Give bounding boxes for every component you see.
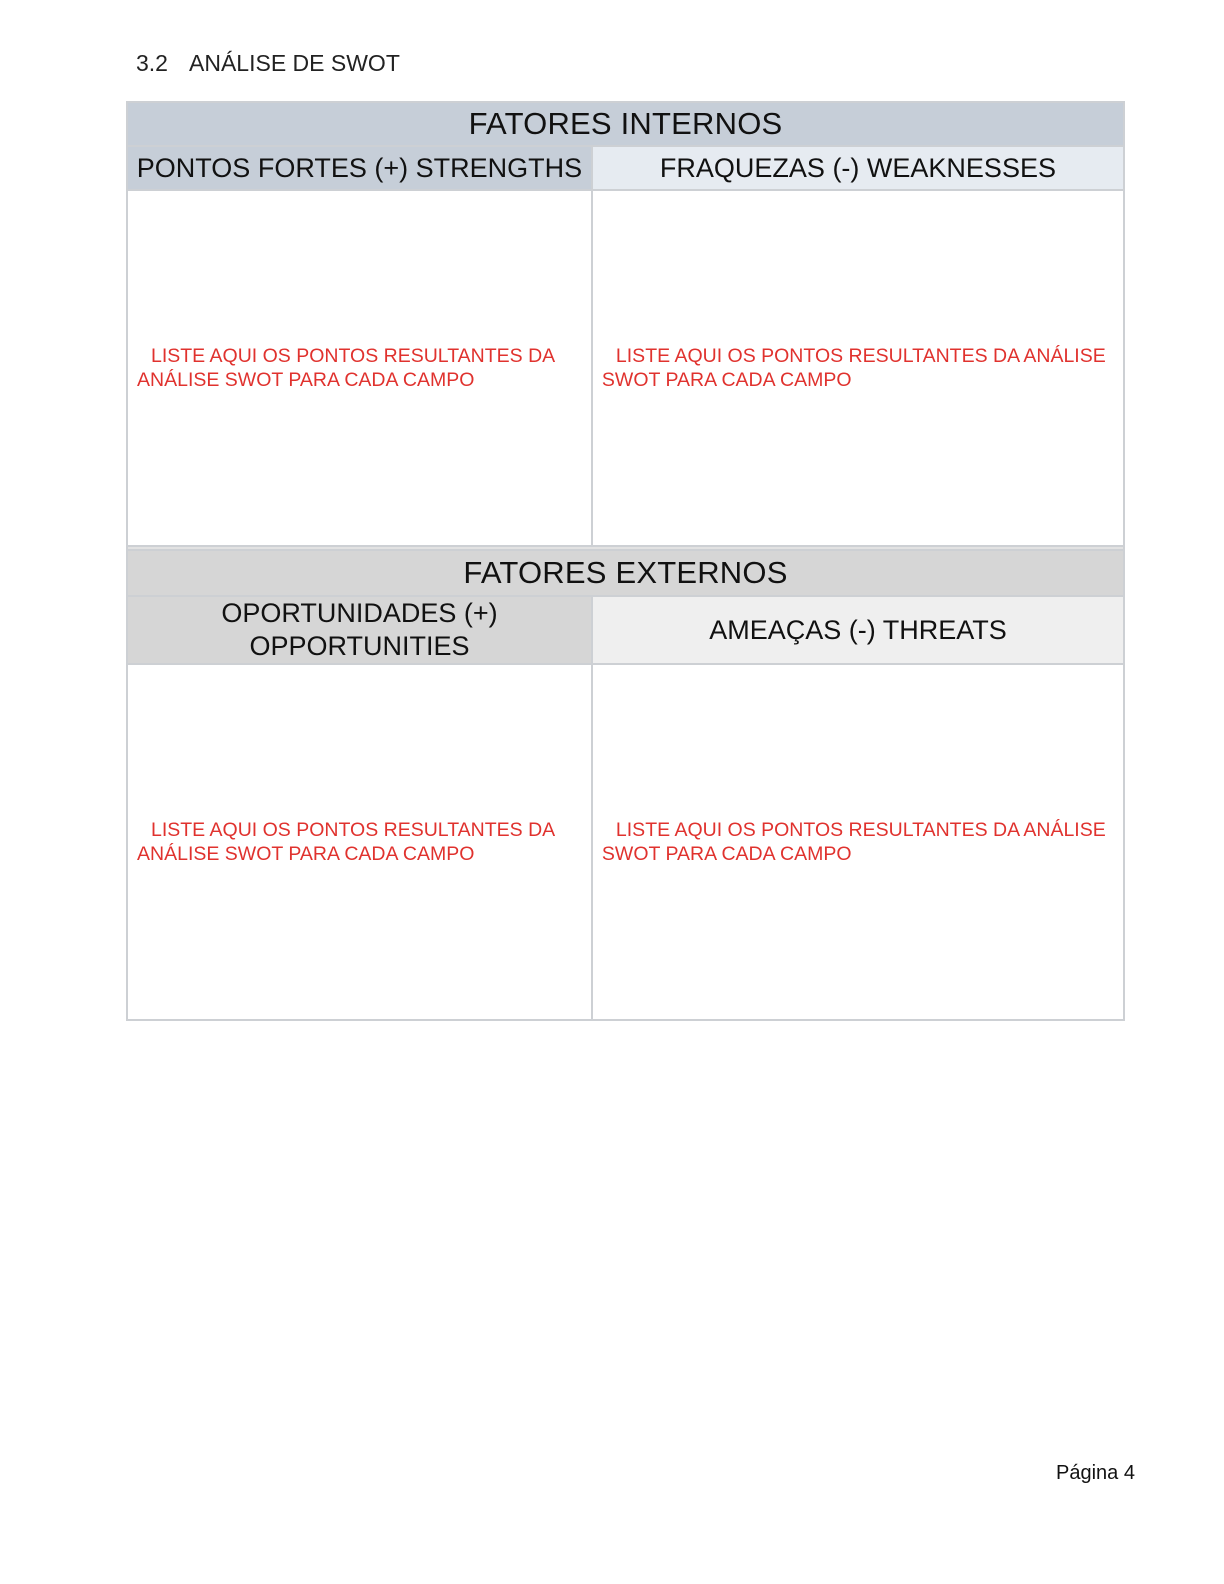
- strengths-header: PONTOS FORTES (+) STRENGTHS: [127, 146, 592, 190]
- page-number: Página 4: [1056, 1462, 1135, 1484]
- opportunities-cell[interactable]: [127, 664, 592, 1020]
- opportunities-placeholder: LISTE AQUI OS PONTOS RESULTANTES DA ANÁLISE SWOT PARA CADA CAMPO: [137, 819, 555, 865]
- strengths-cell[interactable]: [127, 190, 592, 546]
- swot-table: [126, 101, 1125, 1021]
- external-factors-header: FATORES EXTERNOS: [127, 550, 1124, 596]
- opportunities-header-line1: OPORTUNIDADES (+): [221, 598, 498, 628]
- external-content-row: [127, 664, 1124, 1020]
- section-number: 3.2: [136, 50, 168, 76]
- external-subheader-row: [127, 596, 1124, 664]
- internal-factors-header: FATORES INTERNOS: [127, 102, 1124, 146]
- external-band-row: [127, 550, 1124, 596]
- weaknesses-cell[interactable]: [592, 190, 1124, 546]
- internal-subheader-row: [127, 146, 1124, 190]
- threats-header: AMEAÇAS (-) THREATS: [592, 596, 1124, 664]
- opportunities-header: [127, 596, 592, 664]
- section-title: ANÁLISE DE SWOT: [189, 50, 400, 76]
- internal-band-row: [127, 102, 1124, 146]
- weaknesses-placeholder: LISTE AQUI OS PONTOS RESULTANTES DA ANÁLISE SWOT PARA CADA CAMPO: [601, 345, 1106, 391]
- weaknesses-header: FRAQUEZAS (-) WEAKNESSES: [592, 146, 1124, 190]
- strengths-placeholder: LISTE AQUI OS PONTOS RESULTANTES DA ANÁLISE SWOT PARA CADA CAMPO: [137, 345, 555, 391]
- threats-cell[interactable]: [592, 664, 1124, 1020]
- internal-content-row: [127, 190, 1124, 546]
- opportunities-header-line2: OPPORTUNITIES: [249, 631, 470, 661]
- section-heading: [136, 50, 400, 77]
- threats-placeholder: LISTE AQUI OS PONTOS RESULTANTES DA ANÁLISE SWOT PARA CADA CAMPO: [601, 819, 1106, 865]
